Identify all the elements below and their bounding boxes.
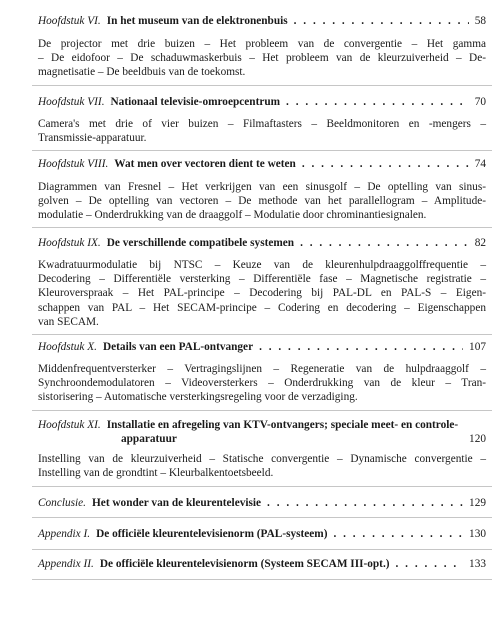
chapter-label: Conclusie. [38, 497, 87, 509]
page-number: 133 [469, 558, 486, 570]
description-line: van SECAM. [38, 315, 99, 328]
page-number: 130 [469, 528, 486, 540]
description-line: schappen van PAL – Het SECAM-principe – Codering en decodering – Eigenschappen [38, 301, 486, 314]
divider [32, 579, 492, 580]
dot-leader [396, 557, 464, 571]
toc-entry-ch9 [38, 236, 486, 250]
chapter-description [38, 452, 486, 480]
divider [32, 85, 492, 86]
toc-entry-ch10 [38, 340, 486, 354]
page-number: 70 [474, 96, 486, 108]
chapter-title: Wat men over vectoren dient te weten [114, 158, 296, 170]
description-line: Diagrammen van Fresnel – Het verkrijgen van een sinusgolf – De optelling van sinus- [38, 181, 486, 193]
page-number: 82 [474, 237, 486, 249]
divider [32, 486, 492, 487]
toc-entry-conclusion [38, 496, 486, 510]
divider [32, 517, 492, 518]
description-line: Instelling van de kleurzuiverheid – Statische convergentie – Dynamische convergentie – [38, 453, 486, 465]
description-line: modulatie – Onderdrukking van de draaggolf – Modulatie door chrominantiesignalen. [38, 209, 427, 222]
chapter-description [38, 180, 486, 223]
description-line: Instelling van de grondtint – Kleurbalkentoetsbeeld. [38, 467, 274, 480]
chapter-description [38, 37, 486, 80]
dot-leader [333, 527, 463, 541]
toc-entry-ch7 [38, 95, 486, 109]
chapter-label: Hoofdstuk VIII. [38, 158, 109, 170]
chapter-title: De officiële kleurentelevisienorm (Systeem SECAM III-opt.) [99, 558, 390, 570]
divider [32, 334, 492, 335]
description-line: Transmissie-apparatuur. [38, 132, 147, 145]
chapter-description [38, 258, 486, 329]
page-number: 58 [474, 15, 486, 27]
chapter-label: Appendix II. [38, 558, 94, 570]
page-number: 74 [474, 158, 486, 170]
description-line: golven – De optelling van vectoren – De methode van het parallellogram – Amplitude- [38, 195, 486, 208]
divider [32, 227, 492, 228]
dot-leader [300, 236, 469, 250]
page-number: 129 [469, 497, 486, 509]
chapter-label: Hoofdstuk X. [38, 341, 97, 353]
description-line: Middenfrequentversterker – Vertragingslijnen – Regeneratie van de hulpdraaggolf – [38, 363, 486, 375]
divider [32, 150, 492, 151]
toc-entry-ch6 [38, 14, 486, 28]
toc-entry-ch8 [38, 157, 486, 171]
description-line: Kleuroverspraak – Het PAL-principe – Decodering bij PAL-DL en PAL-S – Eigen- [38, 287, 486, 300]
chapter-label: Hoofdstuk XI. [38, 419, 101, 431]
dot-leader [259, 340, 463, 354]
chapter-title: Het wonder van de kleurentelevisie [92, 497, 262, 509]
description-line: sistorisering – Automatische versterkingsregeling voor de verzadiging. [38, 391, 358, 404]
description-line: – De eidofoor – De schaduwmaskerbuis – Het probleem van de kleurzuiverheid – De- [38, 52, 486, 65]
dot-leader [302, 157, 469, 171]
description-line: Synchroondemodulatoren – Videoversterkers – Onderdrukking van de kleur – Tran- [38, 377, 486, 390]
description-line: magnetisatie – De beeldbuis van de toekomst. [38, 66, 246, 79]
divider [32, 410, 492, 411]
chapter-title: Nationaal televisie-omroepcentrum [110, 96, 281, 108]
chapter-title: In het museum van de elektronenbuis [106, 15, 288, 27]
chapter-label: Appendix I. [38, 528, 91, 540]
toc-entry-ch11 [38, 418, 486, 446]
divider [32, 549, 492, 550]
page-number: 107 [469, 341, 486, 353]
description-line: Decodering – Differentiële versterking – Differentiële fase – Magnetische registratie – [38, 273, 486, 286]
chapter-title: Installatie en afregeling van KTV-ontvangers; speciale meet- en controle- [106, 419, 459, 431]
chapter-label: Hoofdstuk IX. [38, 237, 101, 249]
chapter-label: Hoofdstuk VII. [38, 96, 105, 108]
description-line: Camera's met drie of vier buizen – Filmaftasters – Beeldmonitoren en -mengers – [38, 118, 486, 130]
chapter-description [38, 117, 486, 145]
chapter-description [38, 362, 486, 405]
chapter-label: Hoofdstuk VI. [38, 15, 101, 27]
toc-entry-appendix-1 [38, 527, 486, 541]
dot-leader [286, 95, 469, 109]
chapter-title: De officiële kleurentelevisienorm (PAL-systeem) [96, 528, 328, 540]
description-line: De projector met drie buizen – Het probleem van de convergentie – Het gamma [38, 38, 486, 50]
dot-leader [267, 496, 463, 510]
dot-leader [294, 14, 469, 28]
toc-entry-appendix-2 [38, 557, 486, 571]
description-line: Kwadratuurmodulatie bij NTSC – Keuze van de kleurenhulpdraaggolffrequentie – [38, 259, 486, 271]
chapter-title: De verschillende compatibele systemen [106, 237, 295, 249]
chapter-title-continued: apparatuur [121, 433, 177, 445]
chapter-title: Details van een PAL-ontvanger [103, 341, 254, 353]
page-number: 120 [469, 433, 486, 445]
